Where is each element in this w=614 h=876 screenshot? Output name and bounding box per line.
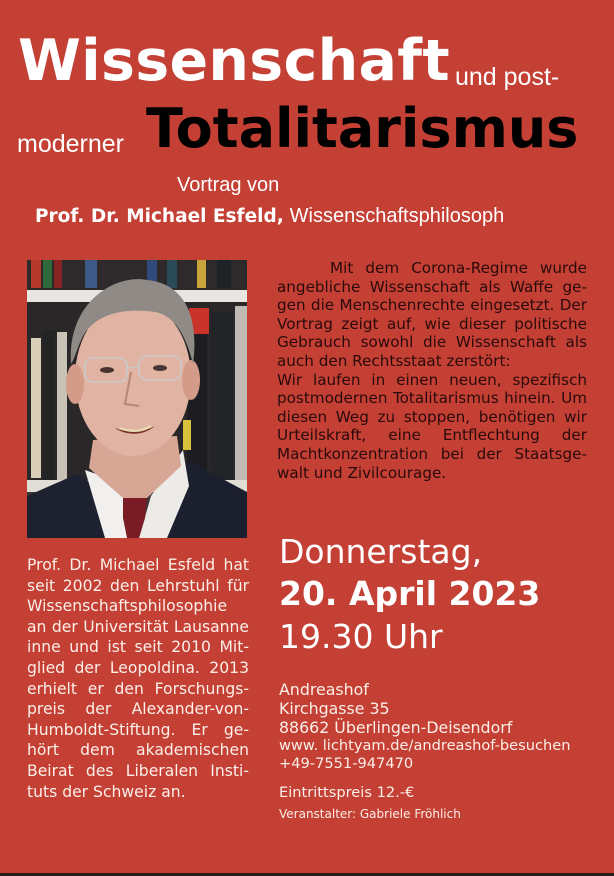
speaker-line xyxy=(35,203,504,230)
speaker-bio: Prof. Dr. Michael Esfeld hat seit 2002 den Lehrstuhl für Wissenschaftsphilosophie an der Universität Lausanne inne und ist seit 2010 Mitglied der Leopoldina. 2013 erhielt er den Forschungspreis der Alexander-von-Humboldt-Stiftung. Er gehört dem akademischen Beirat des Liberalen Instituts der Schweiz an. xyxy=(27,556,249,801)
event-date: 20. April 2023 xyxy=(279,574,541,613)
organizer: Veranstalter: Gabriele Fröhlich xyxy=(279,807,461,821)
venue-address xyxy=(279,680,570,772)
speaker-role: Wissenschaftsphilosoph xyxy=(289,205,505,227)
event-time: 19.30 Uhr xyxy=(279,617,443,656)
admission-price: Eintrittspreis 12.-€ xyxy=(279,784,415,801)
venue-phone: +49-7551-947470 xyxy=(279,754,414,772)
abstract-paragraph-2: Wir laufen in einen neuen, spezifisch postmodernen Totalitarismus hinein. Um diesen Weg zu stoppen, benötigen wir Urteilskraft, eine Entflechtung der Machtkonzentration bei der Staatsgewalt und Zivilcourage. xyxy=(277,370,587,482)
title-moderner: moderner xyxy=(17,130,124,158)
lecture-intro: Vortrag von xyxy=(177,174,280,196)
venue-city: 88662 Überlingen-Deisendorf xyxy=(279,718,513,737)
abstract-paragraph-1: Mit dem Corona-Regime wurde angebliche Wissenschaft als Waffe gegen die Menschenrechte eingesetzt. Der Vortrag zeigt auf, wie dieser politische Gebrauch sowohl die Wissenschaft als auch den Rechtsstaat zerstört: xyxy=(277,259,587,370)
portrait-image-icon xyxy=(27,260,247,538)
venue-name: Andreashof xyxy=(279,680,369,699)
event-weekday: Donnerstag, xyxy=(279,532,483,571)
lecture-abstract xyxy=(277,259,587,482)
title-und-post: und post- xyxy=(455,63,560,91)
venue-street: Kirchgasse 35 xyxy=(279,699,390,718)
title-totalitarismus: Totalitarismus xyxy=(146,97,579,160)
speaker-name: Prof. Dr. Michael Esfeld, xyxy=(35,206,284,227)
title-wissenschaft: Wissenschaft xyxy=(18,28,450,94)
speaker-photo xyxy=(27,260,247,538)
venue-website: www. lichtyam.de/andreashof-besuchen xyxy=(279,737,571,754)
